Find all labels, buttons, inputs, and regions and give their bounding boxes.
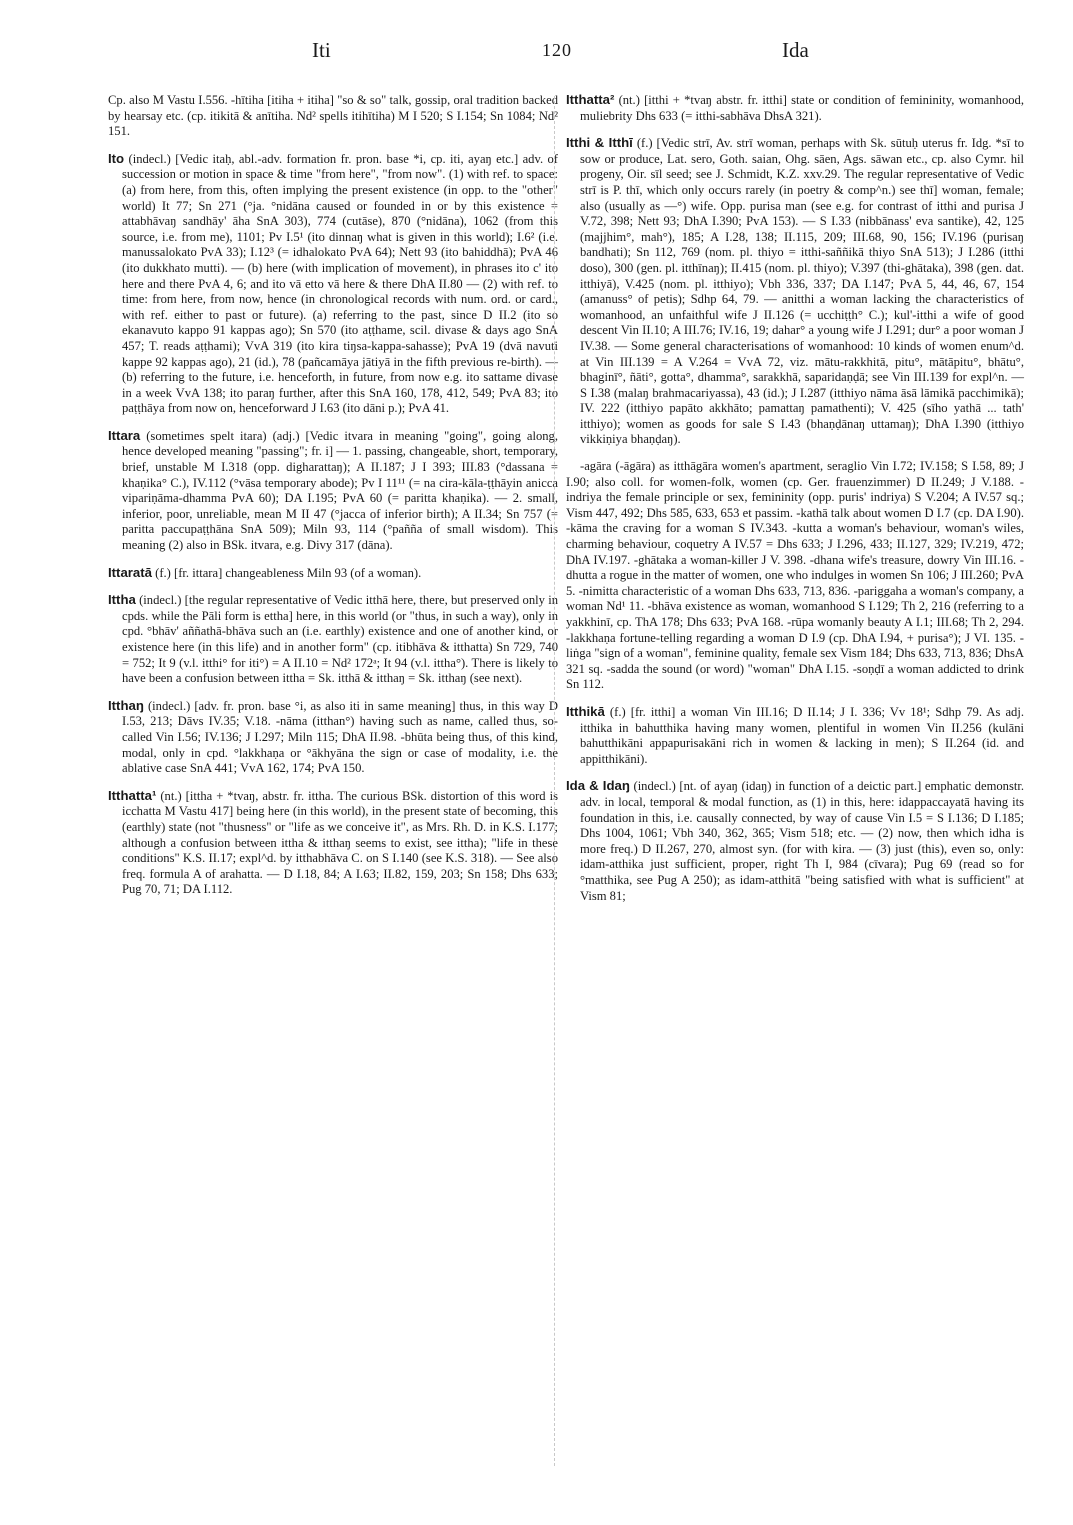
entry-body: (indecl.) [the regular representative of Vedic itthā here, there, but preserved only in cpds. while the Pāli form is ettha] here, in this world (or "thus, in such a way), only in cpd. °bhāv' aññathā-bhāva such an (i.e. earthly) existence and one of another kind, or existence here (in this life) and in another form" (cp. itibhāva & itthatta) Sn 729, 740 = 752; It 9 (v.l. itthi° for iti°) = A II.10 = Nd² 172ᵃ; It 94 (v.l. ittha°). There is likely to have been a confusion between ittha = Sk. itthā & itthaŋ = Sk. itthaŋ (see next). — [122, 593, 558, 686]
dictionary-entry — [566, 704, 1024, 767]
entry-headword: Itthatta¹ — [108, 787, 157, 803]
entry-headword: Itthaŋ — [108, 697, 144, 713]
entry-headword: Itthatta² — [566, 92, 615, 107]
dictionary-entry — [108, 698, 558, 777]
entry-body: (nt.) [itthi + *tvaŋ abstr. fr. itthi] state or condition of femininity, womanhood, muliebrity Dhs 633 (= itthi-sabhāva DhsA 321). — [580, 93, 1024, 123]
entry-headword: Itthikā — [566, 703, 605, 719]
entry-headword: Ito — [108, 150, 125, 166]
page-header — [60, 38, 1010, 78]
dictionary-entry — [108, 151, 558, 417]
entry-headword: Ittaratā — [108, 564, 152, 580]
dictionary-entry — [566, 92, 1024, 124]
dictionary-entry — [566, 778, 1024, 904]
entry-headword: Itthi & Itthī — [566, 135, 633, 151]
entry-headword: Ittha — [108, 592, 136, 608]
entry-headword: Ittara — [108, 427, 141, 443]
dictionary-entry — [108, 788, 558, 898]
entry-body: (f.) [fr. ittara] changeableness Miln 93 (of a woman). — [151, 565, 422, 580]
column-divider — [554, 96, 555, 1466]
entry-body: (nt.) [ittha + *tvaŋ, abstr. fr. ittha. The curious BSk. distortion of this word is icchatta M Vastu 417] being here (in this world), in the present state of becoming, this (earthly) state (not "thusness" or "life as we conceive it", as Mrs. Rh. D. in K.S. I.177; although a confusion between ittha & itthaŋ seems to exist, see ittha); "life in these conditions" K.S. II.17; expl^d. by itthabhāva C. on S I.140 (see K.S. 318). — See also freq. formula A of arahatta. — D I.18, 84; A I.63; II.82, 159, 203; Sn 158; Dhs 633; Pug 70, 71; DA I.112. — [122, 788, 558, 897]
left-column — [108, 92, 558, 909]
entry-body: (f.) [fr. itthi] a woman Vin III.16; D II.14; J I. 336; Vv 18¹; Sdhp 79. As adj. itthika in bahutthika having many women, plentiful in women Vin II.256 (kulāni bahutthikāni appapurisakāni rich in women & lacking in men); S II.264 (id. and appitthikāni). — [580, 704, 1024, 766]
right-column — [566, 92, 1024, 915]
entry-body: Cp. also M Vastu I.556. -hītiha [itiha + itiha] "so & so" talk, gossip, oral tradition backed by hearsay etc. (cp. itikitā & anītiha. Nd² spells itihītiha) M I 520; S I.154; Sn 1084; Nd² 151. — [108, 93, 558, 139]
page-number: 120 — [542, 40, 572, 60]
dictionary-entry — [566, 135, 1024, 448]
entry-body: (indecl.) [adv. fr. pron. base °i, as also iti in same meaning] thus, in this way D I.53, 213; Dāvs IV.35; V.18. -nāma (itthan°) having such as name, called thus, so-called Vin I.56; IV.136; J I.297; Miln 115; DhA II.98. -bhūta being thus, of this kind, modal, only in cpd. °lakkhaṇa or °ākhyāna the sign or case of modality, i.e. the ablative case SnA 441; VvA 162, 174; PvA 150. — [122, 698, 558, 776]
entry-body: (sometimes spelt itara) (adj.) [Vedic itvara in meaning "going", going along, hence developed meaning "passing"; fr. i] — 1. passing, changeable, short, temporary, brief, unstable M I.318 (opp. digharattaŋ); A II.187; J I 393; III.83 (°dassana = khaṇika° C.), IV.112 (°vāsa temporary abode); Pv I 11¹¹ (= na cira-kāla-ṭṭhāyin anicca vipariṇāma-dhamma PvA 60); DA I.195; PvA 60 (= paritta khaṇika). — 2. small, inferior, poor, unreliable, mean M II 47 (°jacca of inferior birth); A II.34; Sn 757 (= paritta paccupaṭṭhāna SnA 509); Miln 93, 114 (°pañña of small wisdom). This meaning (2) also in BSk. itvara, e.g. Divy 317 (dāna). — [122, 428, 558, 553]
entry-body: (f.) [Vedic strī, Av. strī woman, perhaps with Sk. sūtuḥ uterus fr. Idg. *sī to sow or produce, Lat. sero, Goth. saian, Ohg. sāen, Ags. sāwan etc., cp. also Cymr. hil progeny, Oir. sīl seed; see J. Schmidt, K.Z. xxv.29. The regular representative of Vedic strī is P. thī, which only occurs rarely (in poetry & comp^n.) see thī] woman, female; also (usually as —°) wife. Opp. purisa man (see e.g. for contrast of itthi and purisa J V.72, 398; Nett 93; DhA I.390; PvA 153). — S I.33 (nibbānass' eva santike), 42, 125 (majjhim°, mah°), 185; A I.28, 138; II.115, 209; III.68, 90, 156; IV.196 (purisaŋ bandhati); Sn 112, 769 (nom. pl. thiyo = itthi-saññikā thiyo SnA 513); J I.286 (itthi doso), 300 (gen. pl. itthīnaŋ); II.415 (nom. pl. thiyo); V.397 (thi-ghātaka), 398 (gen. dat. itthiyā), V.425 (nom. pl. itthiyo); Vbh 336, 337; DA I.147; PvA 5, 44, 46, 67, 154 (amanuss° of petis); Sdhp 64, 79. — anitthi a woman lacking the characteristics of womanhood, an unfaithful wife J II.126 (= ucchiṭṭh° C.); kul'-itthi a wife of good descent Vin II.10; A III.76; IV.16, 19; dahar° a young wife J I.291; dur° a poor woman J IV.38. — Some general characterisations of womanhood: 10 kinds of women enum^d. at Vin III.139 = A V.264 = VvA 72, viz. mātu-rakkhitā, pitu°, mātāpitu°, bhātu°, bhaginī°, ñāti°, gotta°, dhamma°, sarakkhā, saparidaṇḍā; see Vin III.139 for expl^n. — S I.38 (malaŋ brahmacariyassa), 43 (id.); J I.287 (itthiyo nāma āsā lāmikā pacchimikā); IV. 222 (itthiyo papāto akkhāto; pamattaŋ pamathenti); V. 425 (sīho yathā ... tath' itthiyo); women as goods for sale S I.43 (bhaṇḍānaŋ uttamaŋ); DhA I.390 (itthiyo vikkiṇiya bhaṇḍaŋ). — [580, 136, 1024, 447]
running-head-left: Iti — [312, 38, 331, 62]
entry-body: (indecl.) [nt. of ayaŋ (idaŋ) in function of a deictic part.] emphatic demonstr. adv. in local, temporal & modal function, as (1) in this, here: idappaccayatā having its foundation in this, i.e. causally connected, by way of cause Vin I.5 = S I.136; D I.185; Dhs 1004, 1061; Vbh 340, 362, 365; Vism 518; etc. — (2) now, then which idha is more freq.) D II.267, 270, almost syn. (for with kira. — (3) just (this), even so, only: idam-atthika just sufficient, proper, right Th I, 984 (cīvara); Pug 69 (read so for °matthika, see Pug A 250); as idam-atthitā "being satisfied with what is sufficient" at Vism 81; — [580, 779, 1025, 903]
dictionary-entry — [108, 428, 558, 554]
dictionary-entry — [108, 92, 558, 140]
compound-subentries — [566, 459, 1024, 693]
running-head-right: Ida — [782, 38, 809, 62]
entry-body: (indecl.) [Vedic itaḥ, abl.-adv. formation fr. pron. base *i, cp. iti, ayaŋ etc.] adv. of succession or motion in space & time "from here", "from now". (1) with ref. to space: (a) from here, from this, often implying the present existence (in opp. to the "other" world) It 77; Sn 271 (°ja. °nidāna caused or founded in or by this existence = attabhāvaŋ sandhāy' āha SnA 303), 774 (cutāse), 870 (°nidāna), 1062 (from this source, i.e. from me), 1101; Pv I.5¹ (ito dinnaŋ what is given in this world); I.6² (i.e. manussalokato PvA 33); I.12³ (= idhalokato PvA 64); Nett 93 (ito bahiddhā); PvA 46 (ito dukkhato mutti). — (b) here (with implication of movement), in phrases ito c' ito here and there PvA 4, 6; and ito vā etto vā here & there DhA II.80 — (2) with ref. to time: from here, from now, hence (in chronological records with num. ord. or card., with ref. either to past or future). (a) referring to the past, since D II.2 (ito so ekanavuto kappo 91 kappas ago); Sn 570 (ito aṭṭhame, scil. divase & days ago SnA 457; T. reads aṭṭhami); VvA 319 (ito kira tiŋsa-kappa-sahasse); PvA 19 (dvā navuti kappe 92 kappas ago), 21 (id.), 78 (pañcamāya jātiyā in the fifth previous re-birth). — (b) referring to the future, i.e. henceforth, in future, from now e.g. ito sattame divase in a week VvA 138; ito paraŋ further, after this SnA 160, 178, 412, 549; PvA 83; ito paṭṭhāya from now on, henceforward J I.63 (ito dāni p.); PvA 41. — [122, 151, 558, 416]
dictionary-entry — [108, 592, 558, 687]
entry-headword: Ida & Idaŋ — [566, 778, 630, 794]
dictionary-entry — [108, 565, 558, 582]
subentry-body: -agāra (-āgāra) as itthāgāra women's apartment, seraglio Vin I.72; IV.158; S I.58, 89; J I.90; also coll. for women-folk, women (cp. Ger. frauenzimmer) D II.249; J V.188. -indriya the female principle or sex, femininity (opp. puris' indriya) S V.204; A IV.57 sq.; Vism 447, 492; Dhs 585, 633, 653 et passim. -kathā talk about women D I.7 (cp. DA I.90). -kāma the craving for a woman S IV.343. -kutta a woman's behaviour, woman's wiles, charming behaviour, coquetry A IV.57 = Dhs 633; J I.296, 433; II.127, 329; IV.219, 472; DhA IV.197. -ghātaka a woman-killer J V. 398. -dhana wife's treasure, dowry Vin III.16. -dhutta a rogue in the matter of women, one who indulges in women Sn 106; J III.260; PvA 5. -nimitta characteristic of a woman Dhs 633, 713, 836. -pariggaha a woman's company, a woman Nd¹ 11. -bhāva existence as woman, womanhood S I.129; Th 2, 216 (referring to a yakkhinī, cp. ThA 178; Dhs 633; PvA 168. -rūpa womanly beauty A I.1; III.68; Th 2, 294. -lakkhaṇa fortune-telling regarding a woman D I.9 (cp. DhA I.94, + purisa°); J VI. 135. -liṅga "sign of a woman", feminine quality, female sex Vism 184; Dhs 633, 713, 836; DhsA 321 sq. -sadda the sound (or word) "woman" DhA I.15. -soṇḍī a woman addicted to drink Sn 112. — [566, 459, 1024, 692]
